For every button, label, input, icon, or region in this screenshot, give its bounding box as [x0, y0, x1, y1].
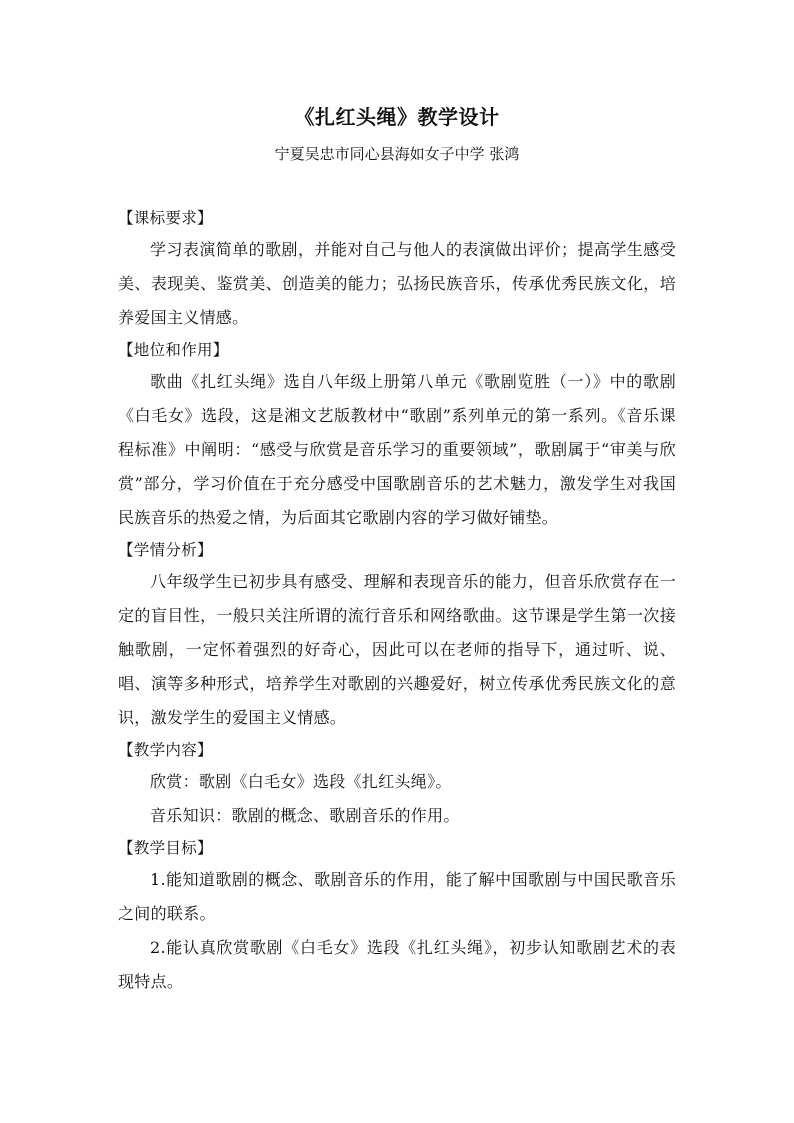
section-heading: 【课标要求】 — [118, 209, 213, 227]
section-heading: 【学情分析】 — [118, 541, 213, 559]
paragraph: 学习表演简单的歌剧，并能对自己与他人的表演做出评价；提高学生感受美、表现美、鉴赏美、创造美的能力；弘扬民族音乐，传承优秀民族文化，培养爱国主义情感。 — [118, 240, 676, 327]
section-teaching-content — [118, 735, 676, 833]
section-teaching-objectives — [118, 833, 676, 999]
paragraph: 音乐知识：歌剧的概念、歌剧音乐的作用。 — [150, 806, 460, 825]
section-curriculum-requirements — [118, 203, 676, 335]
paragraph: 欣赏：歌剧《白毛女》选段《扎红头绳》。 — [150, 772, 452, 791]
paragraph: 八年级学生已初步具有感受、理解和表现音乐的能力，但音乐欣赏存在一定的盲目性，一般只关注所谓的流行音乐和网络歌曲。这节课是学生第一次接触歌剧，一定怀着强烈的好奇心，因此可以在老师的指导下，通过听、说、唱、演等多种形式，培养学生对歌剧的兴趣爱好，树立传承优秀民族文化的意识，激发学生的爱国主义情感。 — [118, 572, 676, 727]
paragraph: 1.能知道歌剧的概念、歌剧音乐的作用，能了解中国歌剧与中国民歌音乐之间的联系。 — [118, 870, 676, 923]
section-heading: 【教学内容】 — [118, 741, 213, 759]
paragraph: 2.能认真欣赏歌剧《白毛女》选段《扎红头绳》，初步认知歌剧艺术的表现特点。 — [118, 938, 676, 991]
section-heading: 【教学目标】 — [118, 839, 213, 857]
section-position-and-role — [118, 335, 676, 535]
section-heading: 【地位和作用】 — [118, 341, 229, 359]
document-body — [118, 203, 676, 999]
document-title: 《扎红头绳》教学设计 — [294, 105, 500, 129]
section-learner-analysis — [118, 535, 676, 735]
paragraph: 歌曲《扎红头绳》选自八年级上册第八单元《歌剧览胜（一）》中的歌剧《白毛女》选段，这是湘文艺版教材中“歌剧”系列单元的第一系列。《音乐课程标准》中阐明：“感受与欣赏是音乐学习的重要领域”，歌剧属于“审美与欣赏”部分，学习价值在于充分感受中国歌剧音乐的艺术魅力，激发学生对我国民族音乐的热爱之情，为后面其它歌剧内容的学习做好铺垫。 — [118, 372, 676, 527]
document-author: 宁夏吴忠市同心县海如女子中学 张鸿 — [274, 145, 520, 163]
